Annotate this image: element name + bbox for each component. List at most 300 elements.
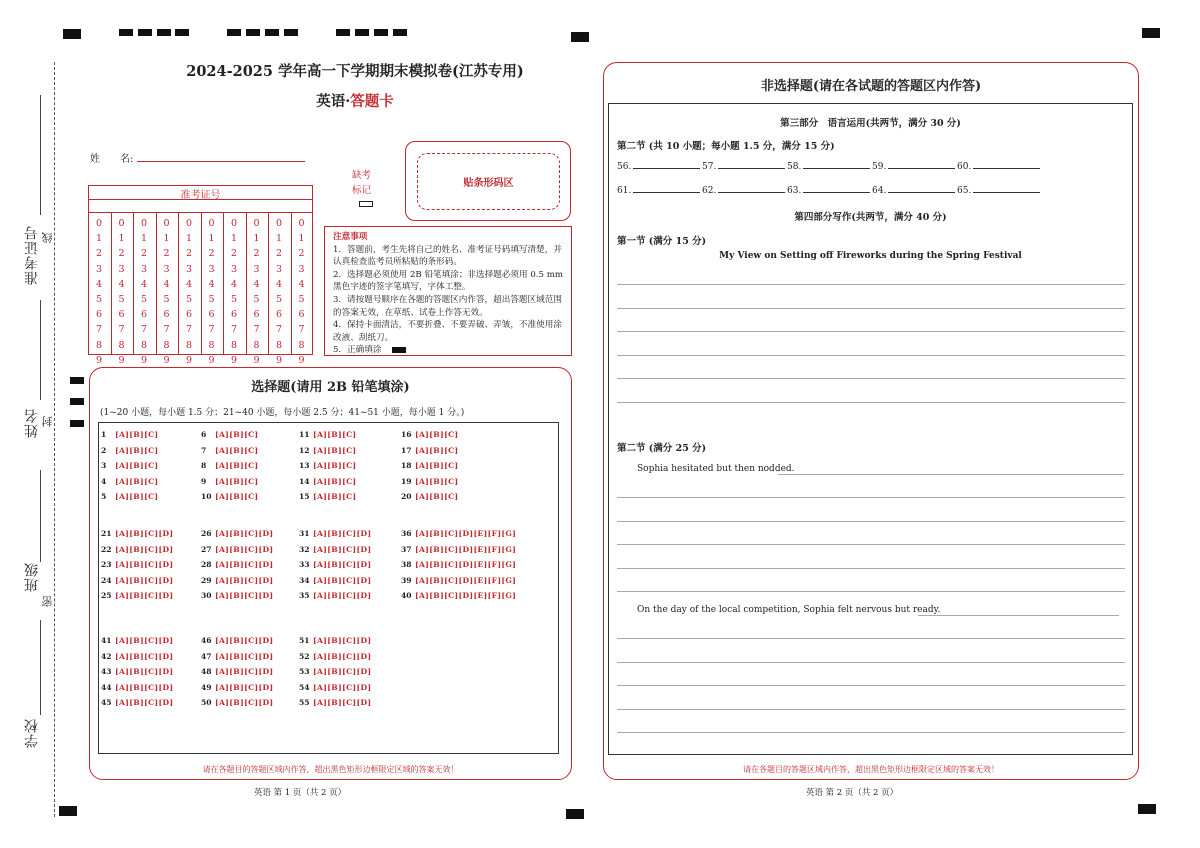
answer-row[interactable] bbox=[101, 698, 173, 707]
side-seal-label: 封 bbox=[41, 416, 54, 427]
blank-number: 65. bbox=[957, 186, 972, 196]
absent-checkbox[interactable] bbox=[359, 201, 373, 207]
question-number: 28 bbox=[201, 560, 212, 570]
exam-id-digit-bubble[interactable]: 2 bbox=[275, 248, 283, 260]
answer-row[interactable] bbox=[101, 683, 173, 692]
exam-id-digit-bubble[interactable]: 6 bbox=[163, 309, 170, 321]
answer-options[interactable]: [A][B][C][D] bbox=[313, 529, 372, 538]
notice-item: 2．选择题必须使用 2B 铅笔填涂；非选择题必须用 0.5 mm 黑色字迹的签字笔填写，字体工整。 bbox=[333, 269, 564, 293]
answer-options[interactable]: [A][B][C][D] bbox=[215, 698, 274, 708]
exam-id-digit-bubble[interactable]: 2 bbox=[163, 248, 170, 260]
section2-heading: 第二节 (共 10 小题；每小题 1.5 分，满分 15 分) bbox=[617, 141, 835, 152]
answer-row[interactable] bbox=[101, 545, 173, 554]
exam-id-digit-bubble[interactable]: 1 bbox=[95, 233, 103, 245]
blank-line[interactable] bbox=[973, 192, 1040, 193]
exam-id-digit-bubble[interactable]: 1 bbox=[230, 233, 238, 245]
answer-row[interactable] bbox=[201, 492, 259, 501]
answer-options[interactable]: [A][B][C] bbox=[215, 430, 259, 439]
answer-row[interactable] bbox=[299, 667, 371, 676]
question-number: 9 bbox=[201, 476, 207, 486]
exam-id-digit-bubble[interactable]: 2 bbox=[95, 248, 103, 260]
answer-row[interactable] bbox=[101, 636, 173, 645]
exam-id-digit-bubble[interactable]: 4 bbox=[140, 278, 148, 290]
side-seal-label: 线 bbox=[41, 232, 54, 243]
exam-id-digit-bubble[interactable]: 0 bbox=[208, 218, 215, 229]
answer-options[interactable]: [A][B][C][D] bbox=[115, 698, 174, 708]
exam-id-digit-bubble[interactable]: 1 bbox=[185, 233, 193, 245]
answer-options[interactable]: [A][B][C] bbox=[215, 492, 259, 502]
exam-id-digit-bubble[interactable]: 6 bbox=[185, 309, 193, 321]
question-number: 15 bbox=[299, 492, 310, 502]
exam-id-digit-bubble[interactable]: 5 bbox=[185, 294, 193, 305]
exam-id-digit-bubble[interactable]: 8 bbox=[118, 339, 125, 351]
registration-mark bbox=[1138, 804, 1156, 814]
answer-options[interactable]: [A][B][C][D] bbox=[115, 529, 174, 538]
answer-row[interactable] bbox=[401, 560, 516, 569]
answer-options[interactable]: [A][B][C][D] bbox=[313, 667, 372, 677]
blank-number: 62. bbox=[702, 186, 717, 196]
exam-id-digit-bubble[interactable]: 7 bbox=[253, 324, 260, 336]
answer-options[interactable]: [A][B][C] bbox=[215, 461, 259, 471]
exam-id-digit-bubble[interactable]: 1 bbox=[208, 233, 215, 245]
answer-row[interactable] bbox=[299, 529, 371, 538]
exam-id-digit-bubble[interactable]: 7 bbox=[140, 324, 148, 336]
blank-item[interactable] bbox=[957, 162, 1040, 172]
writing-line[interactable] bbox=[617, 591, 1125, 592]
question-number: 24 bbox=[101, 575, 112, 585]
answer-row[interactable] bbox=[201, 560, 273, 569]
answer-options[interactable]: [A][B][C][D][E][F][G] bbox=[415, 544, 517, 554]
writing-line[interactable] bbox=[617, 732, 1125, 733]
answer-row[interactable] bbox=[299, 652, 371, 661]
answer-options[interactable]: [A][B][C] bbox=[415, 445, 459, 455]
exam-id-digit-bubble[interactable]: 5 bbox=[118, 294, 125, 305]
exam-id-digit-bubble[interactable]: 7 bbox=[298, 324, 305, 336]
exam-id-digit-bubble[interactable]: 6 bbox=[95, 309, 103, 321]
writing-line[interactable] bbox=[617, 497, 1125, 498]
answer-row[interactable] bbox=[401, 477, 459, 486]
answer-row[interactable] bbox=[201, 652, 273, 661]
answer-row[interactable] bbox=[201, 446, 259, 455]
answer-row[interactable] bbox=[101, 461, 159, 470]
answer-row[interactable] bbox=[201, 591, 273, 600]
answer-options[interactable]: [A][B][C][D] bbox=[313, 575, 372, 585]
answer-options[interactable]: [A][B][C][D] bbox=[115, 636, 174, 645]
answer-options[interactable]: [A][B][C] bbox=[415, 476, 459, 486]
answer-row[interactable] bbox=[401, 492, 459, 501]
exam-id-digit-bubble[interactable]: 5 bbox=[275, 294, 283, 305]
exam-id-digit-bubble[interactable]: 2 bbox=[185, 248, 193, 260]
answer-options[interactable]: [A][B][C][D] bbox=[313, 636, 372, 645]
answer-row[interactable] bbox=[299, 430, 357, 439]
exam-id-digit-bubble[interactable]: 1 bbox=[140, 233, 148, 245]
answer-options[interactable]: [A][B][C] bbox=[115, 445, 159, 455]
exam-id-digit-bubble[interactable]: 8 bbox=[208, 339, 215, 351]
answer-options[interactable]: [A][B][C][D] bbox=[313, 682, 372, 692]
non-choice-heading: 非选择题(请在各试题的答题区内作答) bbox=[760, 79, 982, 94]
answer-options[interactable]: [A][B][C] bbox=[313, 445, 357, 455]
blank-line[interactable] bbox=[888, 192, 955, 193]
answer-row[interactable] bbox=[201, 545, 273, 554]
answer-row[interactable] bbox=[299, 492, 357, 501]
exam-id-digit-bubble[interactable]: 2 bbox=[208, 248, 215, 260]
answer-options[interactable]: [A][B][C] bbox=[215, 445, 259, 455]
exam-id-digit-bubble[interactable]: 3 bbox=[140, 263, 148, 275]
exam-id-digit-bubble[interactable]: 1 bbox=[163, 233, 170, 245]
exam-id-digit-bubble[interactable]: 4 bbox=[185, 278, 193, 290]
blank-item[interactable] bbox=[787, 162, 870, 172]
exam-id-digit-bubble[interactable]: 0 bbox=[140, 218, 148, 229]
blank-item[interactable] bbox=[617, 162, 700, 172]
absent-label-line2: 标记 bbox=[352, 185, 372, 196]
exam-id-digit-bubble[interactable]: 8 bbox=[298, 339, 305, 351]
exam-id-digit-bubble[interactable]: 9 bbox=[208, 354, 215, 366]
exam-id-digit-bubble[interactable]: 0 bbox=[118, 218, 125, 229]
answer-options[interactable]: [A][B][C][D] bbox=[313, 591, 372, 601]
blank-item[interactable] bbox=[872, 162, 955, 172]
answer-options[interactable]: [A][B][C] bbox=[415, 430, 459, 439]
exam-id-digit-bubble[interactable]: 3 bbox=[230, 263, 238, 275]
exam-id-digit-bubble[interactable]: 8 bbox=[185, 339, 193, 351]
exam-id-digit-bubble[interactable]: 0 bbox=[275, 218, 283, 229]
answer-row[interactable] bbox=[401, 545, 516, 554]
part3-heading: 第三部分 语言运用(共两节，满分 30 分) bbox=[780, 118, 961, 129]
question-number: 8 bbox=[201, 461, 207, 471]
question-number: 18 bbox=[401, 461, 412, 471]
answer-options[interactable]: [A][B][C] bbox=[313, 476, 357, 486]
writing-line[interactable] bbox=[617, 402, 1125, 403]
question-number: 46 bbox=[201, 636, 212, 645]
exam-id-digit-bubble[interactable]: 0 bbox=[230, 218, 238, 229]
registration-mark bbox=[63, 29, 81, 39]
answer-row[interactable] bbox=[101, 430, 159, 439]
notice-item: 4．保持卡面清洁，不要折叠、不要弄破、弄皱，不准使用涂改液、刮纸刀。 bbox=[333, 320, 562, 343]
question-number: 11 bbox=[299, 430, 310, 439]
writing-line[interactable] bbox=[617, 284, 1125, 285]
exam-id-digit-bubble[interactable]: 6 bbox=[298, 309, 305, 321]
answer-row[interactable] bbox=[401, 430, 459, 439]
answer-row[interactable] bbox=[201, 636, 273, 645]
answer-row[interactable] bbox=[101, 652, 173, 661]
exam-id-digit-bubble[interactable]: 5 bbox=[298, 294, 305, 305]
answer-options[interactable]: [A][B][C][D] bbox=[215, 575, 274, 585]
writing-line[interactable] bbox=[617, 638, 1125, 639]
exam-id-digit-bubble[interactable]: 3 bbox=[118, 263, 125, 275]
question-number: 30 bbox=[201, 591, 212, 601]
exam-id-digit-bubble[interactable]: 2 bbox=[298, 248, 305, 260]
answer-row[interactable] bbox=[101, 529, 173, 538]
blank-item[interactable] bbox=[957, 186, 1040, 196]
blank-item[interactable] bbox=[617, 186, 700, 196]
answer-row[interactable] bbox=[101, 446, 159, 455]
exam-id-digit-bubble[interactable]: 7 bbox=[275, 324, 283, 336]
exam-id-digit-bubble[interactable]: 5 bbox=[230, 294, 238, 305]
exam-id-digit-bubble[interactable]: 9 bbox=[118, 354, 125, 366]
exam-id-digit-bubble[interactable]: 3 bbox=[208, 263, 215, 275]
blank-line[interactable] bbox=[633, 192, 700, 193]
answer-row[interactable] bbox=[299, 636, 371, 645]
blank-number: 59. bbox=[872, 162, 887, 172]
answer-row[interactable] bbox=[201, 477, 259, 486]
blank-item[interactable] bbox=[787, 186, 870, 196]
exam-id-digit-bubble[interactable]: 8 bbox=[275, 339, 283, 351]
blank-line[interactable] bbox=[803, 168, 870, 169]
exam-id-digit-bubble[interactable]: 0 bbox=[95, 218, 103, 229]
question-number: 19 bbox=[401, 476, 412, 486]
exam-id-digit-bubble[interactable]: 0 bbox=[163, 218, 170, 229]
exam-id-digit-bubble[interactable]: 9 bbox=[230, 354, 238, 366]
name-field[interactable] bbox=[90, 150, 305, 165]
exam-id-digit-bubble[interactable]: 3 bbox=[275, 263, 283, 275]
writing1-label: 第一节 (满分 15 分) bbox=[617, 236, 707, 247]
answer-options[interactable]: [A][B][C][D] bbox=[215, 544, 274, 554]
page-1-footer: 英语 第 1 页（共 2 页） bbox=[253, 788, 347, 798]
answer-options[interactable]: [A][B][C][D] bbox=[115, 544, 174, 554]
answer-row[interactable] bbox=[299, 576, 371, 585]
answer-row[interactable] bbox=[201, 461, 259, 470]
question-number: 14 bbox=[299, 476, 310, 486]
exam-id-digit-bubble[interactable]: 0 bbox=[253, 218, 260, 229]
exam-id-digit-bubble[interactable]: 3 bbox=[298, 263, 305, 275]
exam-id-digit-bubble[interactable]: 5 bbox=[208, 294, 215, 305]
exam-id-digit-bubble[interactable]: 0 bbox=[298, 218, 305, 229]
blank-line[interactable] bbox=[973, 168, 1040, 169]
answer-options[interactable]: [A][B][C][D][E][F][G] bbox=[415, 591, 517, 601]
question-number: 2 bbox=[101, 445, 107, 455]
exam-id-digit-bubble[interactable]: 4 bbox=[230, 278, 238, 290]
writing-line[interactable] bbox=[617, 331, 1125, 332]
question-number: 50 bbox=[201, 698, 212, 708]
exam-id-digit-bubble[interactable]: 5 bbox=[253, 294, 260, 305]
blank-line[interactable] bbox=[888, 168, 955, 169]
exam-id-digit-bubble[interactable]: 9 bbox=[95, 354, 103, 366]
answer-options[interactable]: [A][B][C] bbox=[415, 492, 459, 502]
answer-options[interactable]: [A][B][C][D] bbox=[313, 651, 372, 661]
name-label: 姓 名: bbox=[90, 154, 134, 165]
question-number: 48 bbox=[201, 667, 212, 677]
writing-line[interactable] bbox=[617, 544, 1125, 545]
answer-options[interactable]: [A][B][C][D] bbox=[215, 651, 274, 661]
notice-item: 1．答题前，考生先将自己的姓名、准考证号码填写清楚，并认真检查监考员所粘贴的条形码。 bbox=[333, 244, 562, 268]
answer-row[interactable] bbox=[201, 529, 273, 538]
answer-row[interactable] bbox=[299, 477, 357, 486]
answer-options[interactable]: [A][B][C][D] bbox=[215, 636, 274, 645]
answer-row[interactable] bbox=[299, 560, 371, 569]
answer-options[interactable]: [A][B][C] bbox=[415, 461, 459, 471]
exam-id-digit-bubble[interactable]: 4 bbox=[275, 278, 283, 290]
exam-id-digit-bubble[interactable]: 6 bbox=[140, 309, 148, 321]
writing2-label: 第二节 (满分 25 分) bbox=[617, 443, 707, 454]
answer-options[interactable]: [A][B][C] bbox=[313, 492, 357, 502]
writing-line[interactable] bbox=[617, 355, 1125, 356]
exam-id-digit-bubble[interactable]: 3 bbox=[253, 263, 260, 275]
question-number: 40 bbox=[401, 591, 412, 601]
exam-id-digit-bubble[interactable]: 3 bbox=[185, 263, 193, 275]
answer-options[interactable]: [A][B][C] bbox=[313, 430, 357, 439]
registration-mark bbox=[175, 29, 189, 36]
exam-id-digit-bubble[interactable]: 9 bbox=[163, 354, 170, 366]
exam-id-digit-bubble[interactable]: 9 bbox=[298, 354, 305, 366]
exam-id-digit-bubble[interactable]: 7 bbox=[230, 324, 238, 336]
answer-row[interactable] bbox=[401, 529, 516, 538]
answer-options[interactable]: [A][B][C][D] bbox=[115, 682, 174, 692]
exam-id-digit-bubble[interactable]: 7 bbox=[208, 324, 215, 336]
answer-row[interactable] bbox=[299, 545, 371, 554]
exam-id-digit-bubble[interactable]: 2 bbox=[118, 248, 125, 260]
answer-row[interactable] bbox=[101, 492, 159, 501]
exam-id-digit-bubble[interactable]: 0 bbox=[185, 218, 193, 229]
exam-id-digit-bubble[interactable]: 7 bbox=[118, 324, 125, 336]
exam-id-digit-bubble[interactable]: 5 bbox=[95, 294, 103, 305]
exam-id-digit-bubble[interactable]: 6 bbox=[230, 309, 238, 321]
exam-id-digit-bubble[interactable]: 9 bbox=[275, 354, 283, 366]
exam-id-digit-bubble[interactable]: 1 bbox=[298, 233, 305, 245]
blank-item[interactable] bbox=[872, 186, 955, 196]
question-number: 21 bbox=[101, 529, 112, 538]
answer-row[interactable] bbox=[201, 698, 273, 707]
exam-id-digit-bubble[interactable]: 3 bbox=[163, 263, 170, 275]
registration-mark bbox=[355, 29, 369, 36]
exam-id-digit-bubble[interactable]: 8 bbox=[140, 339, 148, 351]
page-2-footer: 英语 第 2 页（共 2 页） bbox=[805, 788, 899, 798]
answer-row[interactable] bbox=[101, 477, 159, 486]
writing-line[interactable] bbox=[617, 685, 1125, 686]
exam-id-underline bbox=[40, 95, 41, 215]
writing-line[interactable] bbox=[617, 521, 1125, 522]
question-number: 12 bbox=[299, 445, 310, 455]
registration-mark bbox=[70, 377, 84, 384]
answer-row[interactable] bbox=[101, 591, 173, 600]
writing-line[interactable] bbox=[617, 662, 1125, 663]
answer-options[interactable]: [A][B][C] bbox=[115, 461, 159, 471]
exam-id-digit-bubble[interactable]: 8 bbox=[95, 339, 103, 351]
exam-id-digit-bubble[interactable]: 8 bbox=[253, 339, 260, 351]
exam-id-digit-bubble[interactable]: 1 bbox=[253, 233, 260, 245]
exam-id-digit-bubble[interactable]: 1 bbox=[118, 233, 125, 245]
blank-item[interactable] bbox=[702, 186, 785, 196]
exam-id-digit-bubble[interactable]: 7 bbox=[185, 324, 193, 336]
answer-row[interactable] bbox=[101, 560, 173, 569]
blank-number: 63. bbox=[787, 186, 802, 196]
exam-id-digit-bubble[interactable]: 5 bbox=[140, 294, 148, 305]
answer-row[interactable] bbox=[201, 430, 259, 439]
exam-id-digit-bubble[interactable]: 8 bbox=[230, 339, 238, 351]
answer-row[interactable] bbox=[299, 683, 371, 692]
answer-options[interactable]: [A][B][C][D] bbox=[215, 682, 274, 692]
para2-first-line[interactable] bbox=[918, 615, 1119, 616]
answer-options[interactable]: [A][B][C][D] bbox=[313, 544, 372, 554]
answer-row[interactable] bbox=[101, 667, 173, 676]
exam-id-digit-bubble[interactable]: 3 bbox=[95, 263, 103, 275]
answer-row[interactable] bbox=[401, 446, 459, 455]
writing-line[interactable] bbox=[617, 378, 1125, 379]
para1-first-line[interactable] bbox=[778, 474, 1124, 475]
answer-row[interactable] bbox=[401, 461, 459, 470]
answer-options[interactable]: [A][B][C] bbox=[215, 476, 259, 486]
exam-id-digit-bubble[interactable]: 1 bbox=[275, 233, 283, 245]
exam-id-digit-bubble[interactable]: 6 bbox=[208, 309, 215, 321]
writing-line[interactable] bbox=[617, 709, 1125, 710]
exam-id-digit-bubble[interactable]: 8 bbox=[163, 339, 170, 351]
exam-id-digit-bubble[interactable]: 2 bbox=[140, 248, 148, 260]
answer-options[interactable]: [A][B][C] bbox=[115, 492, 159, 502]
exam-id-digit-bubble[interactable]: 2 bbox=[253, 248, 260, 260]
answer-row[interactable] bbox=[299, 591, 371, 600]
side-seal-label: 密 bbox=[41, 596, 54, 607]
answer-options[interactable]: [A][B][C][D][E][F][G] bbox=[415, 560, 517, 570]
answer-row[interactable] bbox=[201, 683, 273, 692]
answer-row[interactable] bbox=[299, 446, 357, 455]
answer-row[interactable] bbox=[299, 461, 357, 470]
blank-line[interactable] bbox=[803, 192, 870, 193]
exam-id-digit-bubble[interactable]: 4 bbox=[163, 278, 170, 290]
exam-id-digit-bubble[interactable]: 4 bbox=[208, 278, 215, 290]
exam-id-digit-bubble[interactable]: 9 bbox=[185, 354, 193, 366]
answer-options[interactable]: [A][B][C][D] bbox=[313, 560, 372, 570]
answer-options[interactable]: [A][B][C][D] bbox=[115, 651, 174, 661]
exam-id-digit-bubble[interactable]: 6 bbox=[275, 309, 283, 321]
answer-options[interactable]: [A][B][C][D] bbox=[313, 698, 372, 708]
exam-id-digit-bubble[interactable]: 6 bbox=[118, 309, 125, 321]
blank-line[interactable] bbox=[718, 192, 785, 193]
answer-row[interactable] bbox=[101, 576, 173, 585]
exam-id-digit-bubble[interactable]: 5 bbox=[163, 294, 170, 305]
answer-options[interactable]: [A][B][C][D] bbox=[115, 591, 174, 601]
exam-id-digit-bubble[interactable]: 4 bbox=[253, 278, 260, 290]
blank-item[interactable] bbox=[702, 162, 785, 172]
writing-line[interactable] bbox=[617, 568, 1125, 569]
exam-id-digit-bubble[interactable]: 2 bbox=[230, 248, 238, 260]
question-number: 55 bbox=[299, 698, 310, 708]
card-label: 答题卡 bbox=[350, 93, 394, 110]
exam-id-digit-bubble[interactable]: 7 bbox=[95, 324, 103, 336]
registration-mark bbox=[284, 29, 298, 36]
registration-mark bbox=[138, 29, 152, 36]
answer-options[interactable]: [A][B][C] bbox=[313, 461, 357, 471]
part4-heading: 第四部分写作(共两节，满分 40 分) bbox=[794, 212, 947, 223]
exam-id-digit-bubble[interactable]: 4 bbox=[298, 278, 305, 290]
answer-options[interactable]: [A][B][C][D] bbox=[115, 560, 174, 570]
blank-line[interactable] bbox=[633, 168, 700, 169]
exam-id-digit-bubble[interactable]: 9 bbox=[253, 354, 260, 366]
answer-options[interactable]: [A][B][C][D] bbox=[215, 591, 274, 601]
answer-row[interactable] bbox=[201, 667, 273, 676]
exam-id-digit-bubble[interactable]: 6 bbox=[253, 309, 260, 321]
question-number: 33 bbox=[299, 560, 310, 570]
answer-row[interactable] bbox=[201, 576, 273, 585]
blank-line[interactable] bbox=[718, 168, 785, 169]
answer-row[interactable] bbox=[299, 698, 371, 707]
exam-id-digit-bubble[interactable]: 4 bbox=[118, 278, 125, 290]
answer-row[interactable] bbox=[401, 576, 516, 585]
name-input-line[interactable] bbox=[137, 152, 305, 162]
answer-options[interactable]: [A][B][C][D] bbox=[215, 667, 274, 677]
answer-options[interactable]: [A][B][C][D] bbox=[115, 667, 174, 677]
answer-options[interactable]: [A][B][C] bbox=[115, 476, 159, 486]
answer-options[interactable]: [A][B][C][D][E][F][G] bbox=[415, 529, 517, 538]
exam-id-digit-bubble[interactable]: 9 bbox=[140, 354, 148, 366]
question-number: 49 bbox=[201, 682, 212, 692]
answer-options[interactable]: [A][B][C][D][E][F][G] bbox=[415, 575, 517, 585]
answer-options[interactable]: [A][B][C][D] bbox=[115, 575, 174, 585]
exam-id-digit-bubble[interactable]: 4 bbox=[95, 278, 103, 290]
exam-id-digit-bubble[interactable]: 7 bbox=[163, 324, 170, 336]
answer-row[interactable] bbox=[401, 591, 516, 600]
writing-line[interactable] bbox=[617, 308, 1125, 309]
answer-options[interactable]: [A][B][C][D] bbox=[215, 529, 274, 538]
answer-options[interactable]: [A][B][C] bbox=[115, 430, 159, 439]
answer-options[interactable]: [A][B][C][D] bbox=[215, 560, 274, 570]
